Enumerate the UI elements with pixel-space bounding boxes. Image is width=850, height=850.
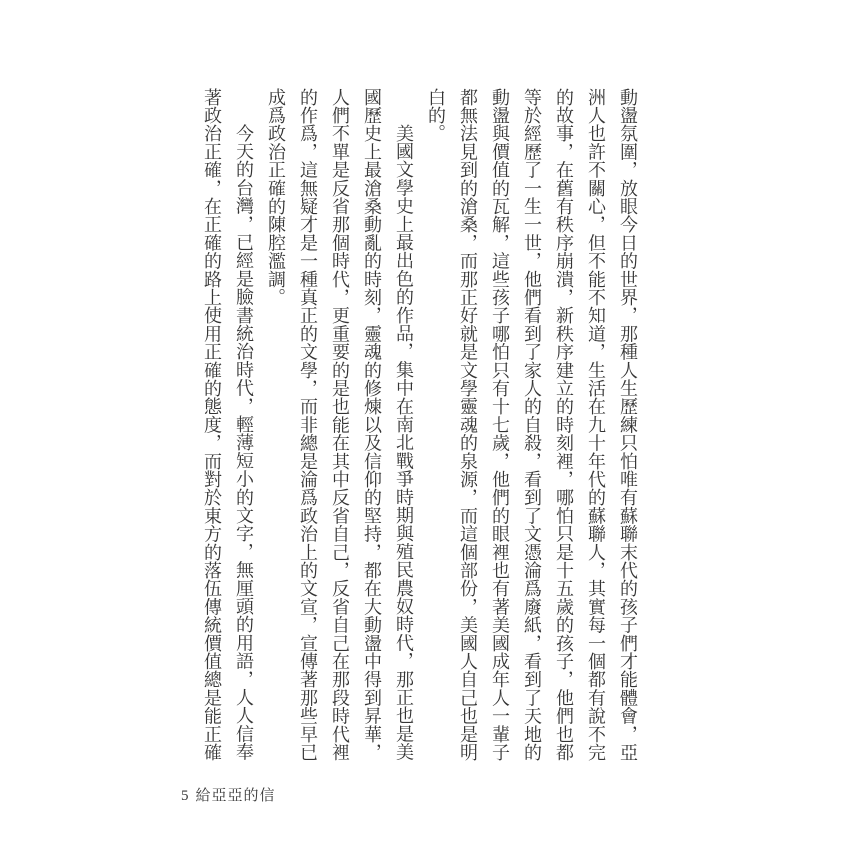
paragraph-3: 今天的台灣，已經是臉書統治時代，輕薄短小的文字，無厘頭的用語，人人信奉著政治正確，在正確的路上使用正確的態度，而對於東方的落伍傳統價值總是能正確 bbox=[202, 88, 254, 762]
paragraph-1: 動盪氛圍，放眼今日的世界，那種人生歷練只怕唯有蘇聯末代的孩子們才能體會，亞洲人也許不關心，但不能不知道，生活在九十年代的蘇聯人，其實每一個都有說不完的故事，在舊有秩序崩潰，新秩序建立的時刻裡，哪怕只是十五歲的孩子，他們也都等於經歷了一生一世，他們看到了家人的自殺，看到了文憑淪爲廢紙，看到了天地的動盪與價值的瓦解，這些孩子哪怕只有十七歲，他們的眼裡也有著美國成年人一輩子都無法見到的滄桑，而那正好就是文學靈魂的泉源，而這個部份，美國人自己也是明白的。 bbox=[426, 88, 638, 762]
book-title: 給亞亞的信 bbox=[195, 788, 276, 804]
page-number: 5 bbox=[181, 788, 189, 804]
paragraph-2: 美國文學史上最出色的作品，集中在南北戰爭時期與殖民農奴時代，那正也是美國歷史上最滄桑動亂的時刻，靈魂的修煉以及信仰的堅持，都在大動盪中得到昇華，人們不單是反省那個時代，更重要的是也能在其中反省自己，反省自己在那段時代裡的作爲，這無疑才是一種真正的文學，而非總是淪爲政治上的文宣，宣傳著那些早已成爲政治正確的陳腔濫調。 bbox=[266, 88, 414, 762]
vertical-text-block bbox=[196, 88, 644, 762]
page-footer bbox=[181, 784, 276, 805]
